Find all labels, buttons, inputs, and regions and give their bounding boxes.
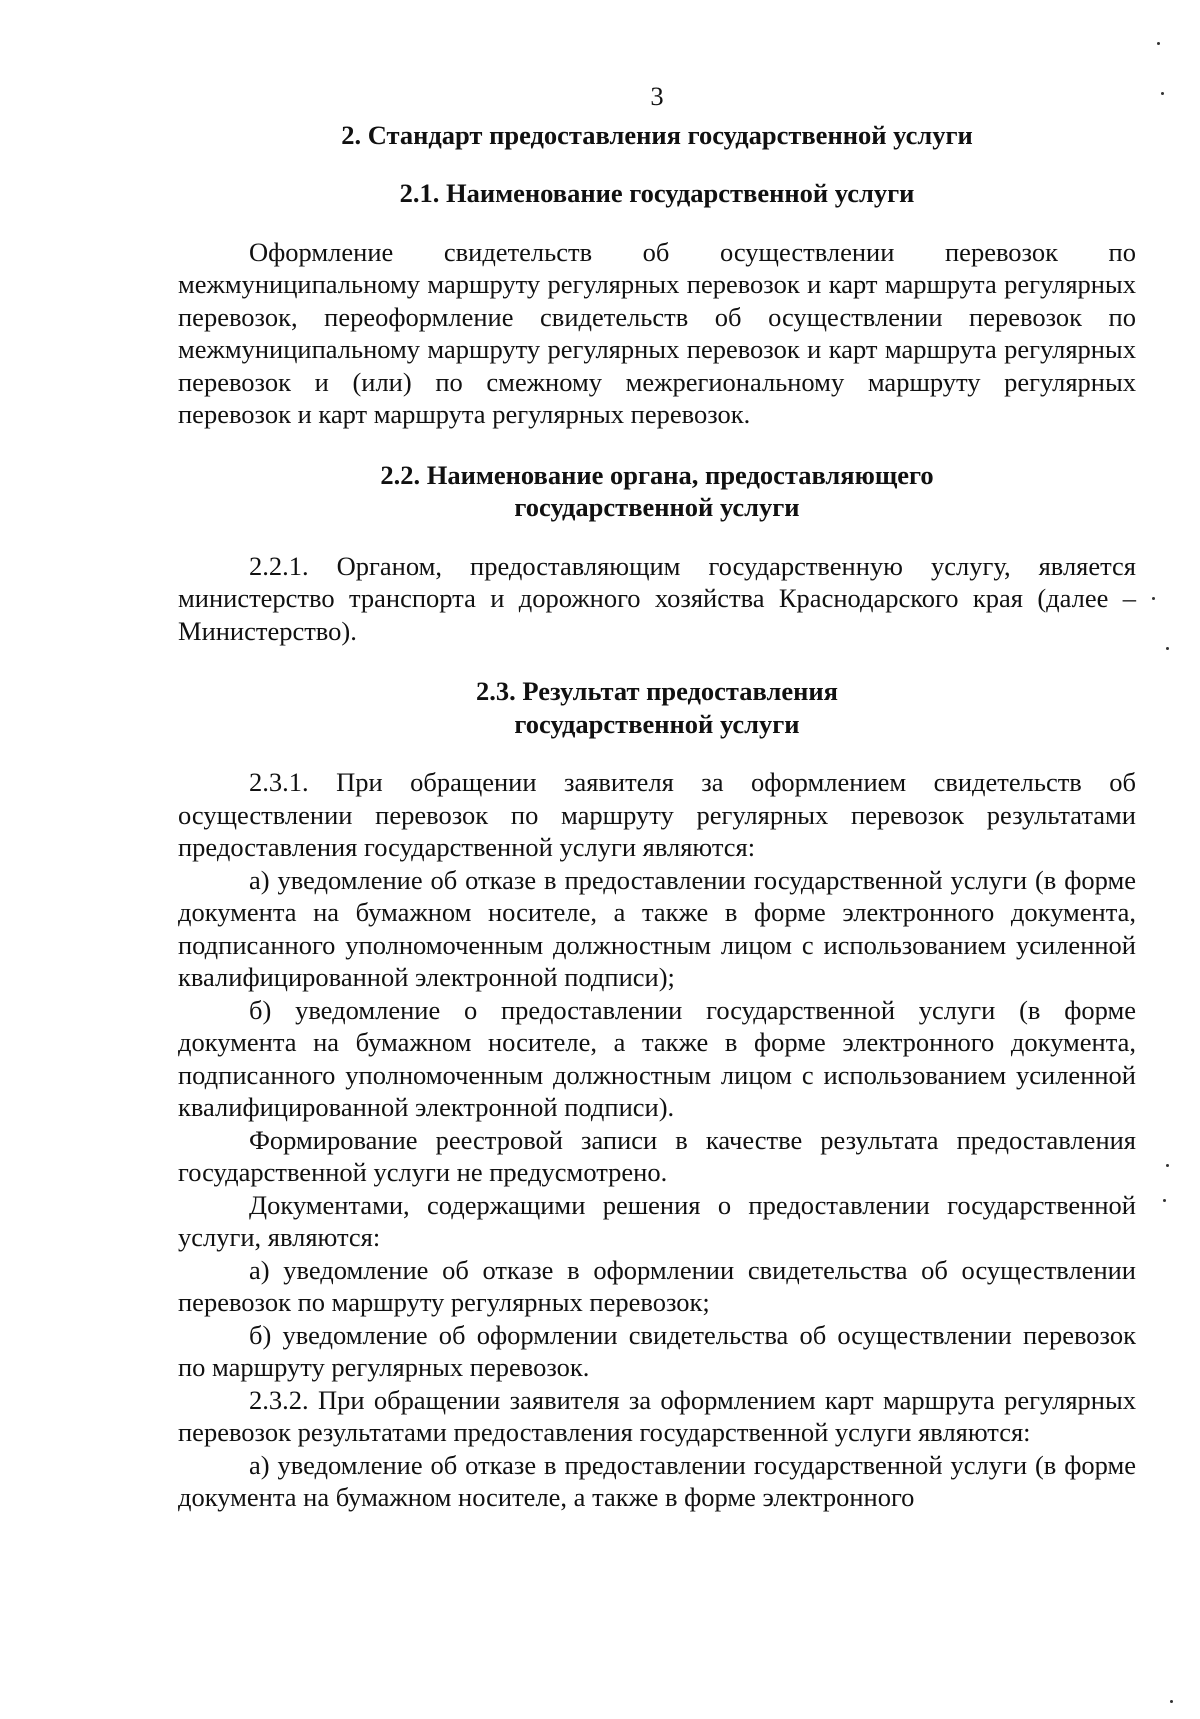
paragraph-2-1: Оформление свидетельств об осуществлении перевозок по межмуниципальному маршруту регулярных перевозок и карт маршрута регулярных перевозок, переоформление свидетельств об осуществлении перевозок по межмуниципальному маршруту регулярных перевозок и карт маршрута регулярных перевозок и (или) по смежному межрегиональному маршруту регулярных перевозок и карт маршрута регулярных перевозок. bbox=[178, 236, 1136, 429]
paragraph-2-3-2-a: а) уведомление об отказе в предоставлении государственной услуги (в форме документа на бумажном носителе, а также в форме электронного bbox=[178, 1449, 1136, 1512]
document-page bbox=[178, 80, 1136, 1514]
paragraph-decision-a: а) уведомление об отказе в оформлении свидетельства об осуществлении перевозок по маршруту регулярных перевозок; bbox=[178, 1254, 1136, 1317]
heading-2-2-line2: государственной услуги bbox=[514, 492, 800, 522]
paragraph-decision-documents: Документами, содержащими решения о предоставлении государственной услуги, являются: bbox=[178, 1189, 1136, 1252]
scan-speck bbox=[1166, 1164, 1169, 1167]
heading-2-3 bbox=[178, 675, 1136, 740]
heading-2-3-line1: 2.3. Результат предоставления bbox=[476, 676, 838, 706]
scan-speck bbox=[1163, 1199, 1166, 1202]
paragraph-2-3-1-b: б) уведомление о предоставлении государственной услуги (в форме документа на бумажном носителе, а также в форме электронного документа, подписанного уполномоченным должностным лицом с использованием усиленной квалифицированной электронной подписи). bbox=[178, 994, 1136, 1122]
paragraph-decision-b: б) уведомление об оформлении свидетельства об осуществлении перевозок по маршруту регулярных перевозок. bbox=[178, 1319, 1136, 1382]
paragraph-2-3-1: 2.3.1. При обращении заявителя за оформлением свидетельств об осуществлении перевозок по маршруту регулярных перевозок результатами предоставления государственной услуги являются: bbox=[178, 767, 1136, 862]
paragraph-2-3-1-a: а) уведомление об отказе в предоставлении государственной услуги (в форме документа на бумажном носителе, а также в форме электронного документа, подписанного уполномоченным должностным лицом с использованием усиленной квалифицированной электронной подписи); bbox=[178, 864, 1136, 992]
heading-2-2-line1: 2.2. Наименование органа, предоставляющего bbox=[380, 459, 934, 490]
section-title: 2. Стандарт предоставления государственной услуги bbox=[341, 119, 973, 150]
heading-2-1: 2.1. Наименование государственной услуги bbox=[399, 178, 915, 208]
scan-speck bbox=[1152, 597, 1155, 600]
scan-speck bbox=[1166, 647, 1169, 650]
heading-2-3-line2: государственной услуги bbox=[514, 708, 800, 739]
scan-speck bbox=[1157, 42, 1160, 45]
page-number: 3 bbox=[650, 81, 664, 111]
scan-speck bbox=[1161, 92, 1164, 95]
paragraph-registry-record: Формирование реестровой записи в качестве результата предоставления государственной услуги не предусмотрено. bbox=[178, 1124, 1136, 1187]
paragraph-2-2-1: 2.2.1. Органом, предоставляющим государственную услугу, является министерство транспорта и дорожного хозяйства Краснодарского края (далее – Министерство). bbox=[178, 550, 1136, 646]
heading-2-2 bbox=[178, 459, 1136, 524]
paragraph-2-3-2: 2.3.2. При обращении заявителя за оформлением карт маршрута регулярных перевозок результатами предоставления государственной услуги являются: bbox=[178, 1384, 1136, 1447]
scan-speck bbox=[1170, 1700, 1173, 1703]
